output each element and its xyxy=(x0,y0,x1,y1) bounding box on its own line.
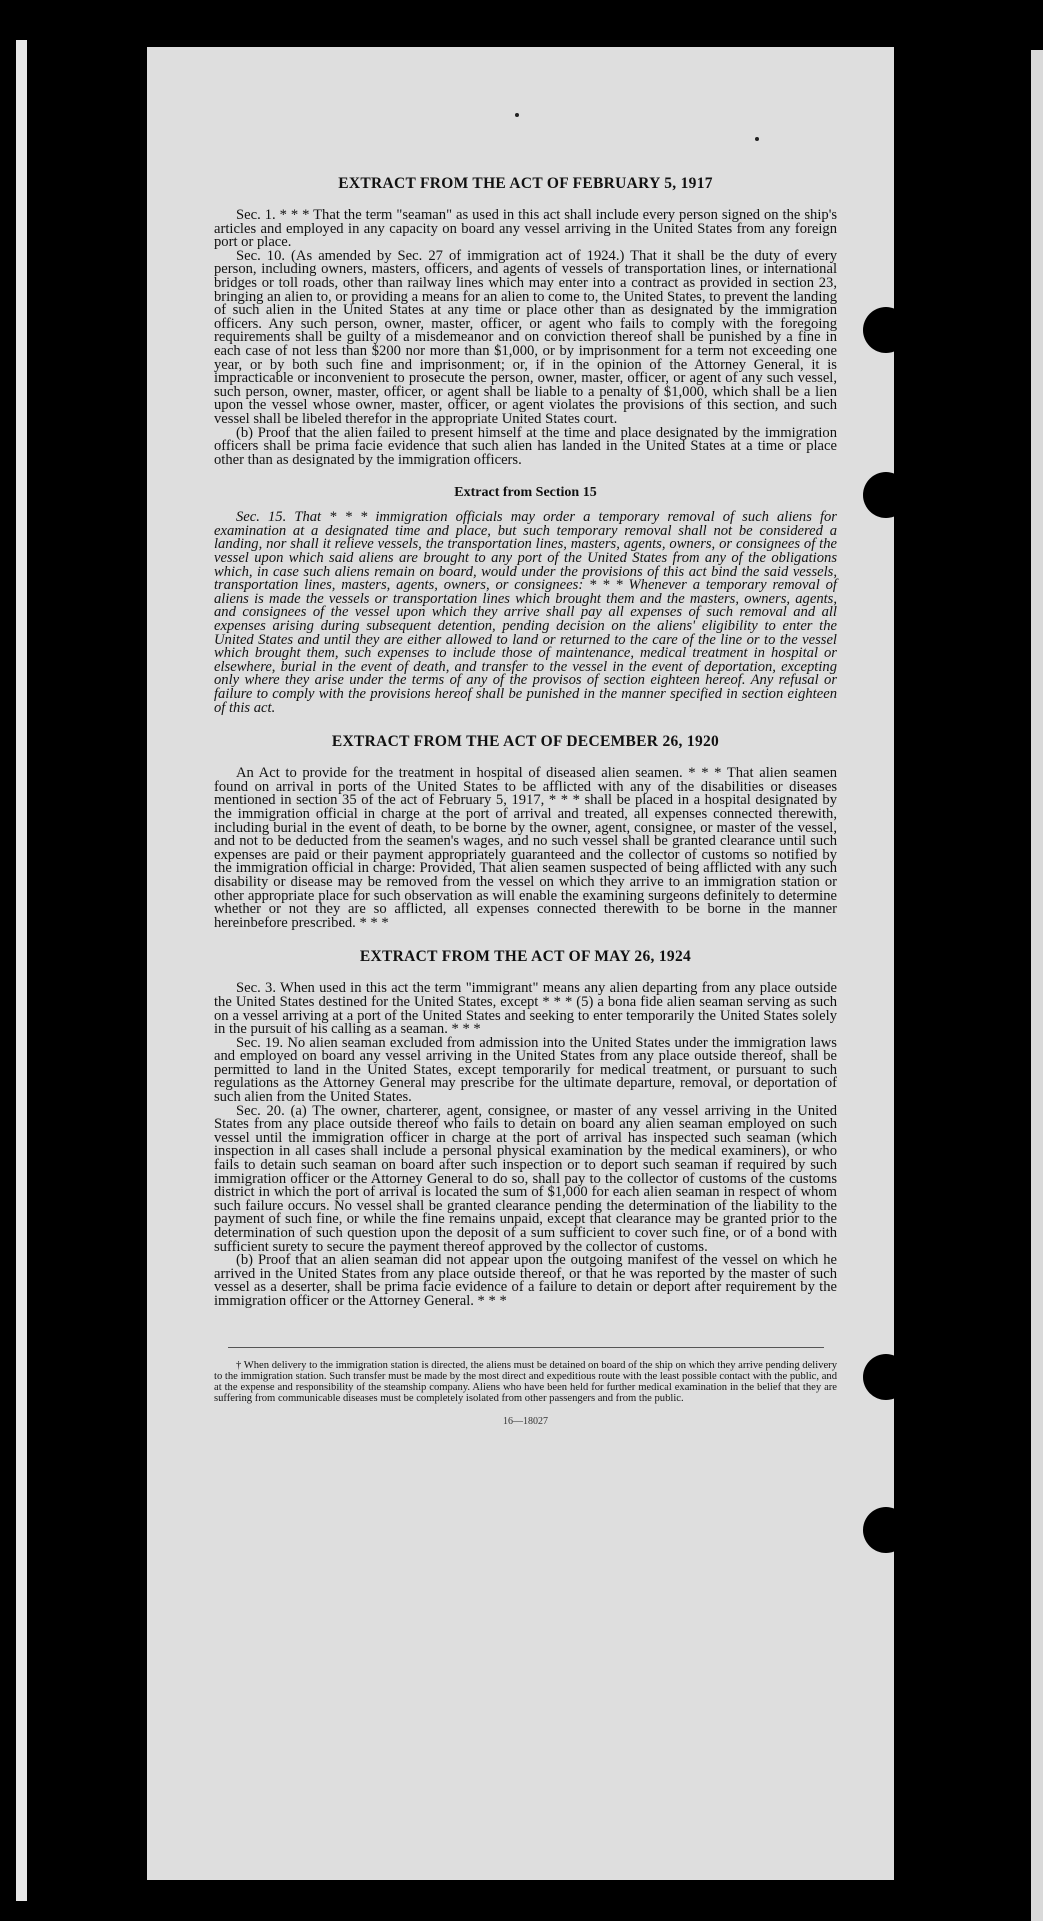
punch-hole xyxy=(863,472,909,518)
punch-hole xyxy=(863,1354,909,1400)
paragraph: Sec. 10. (As amended by Sec. 27 of immigration act of 1924.) That it shall be the duty of every person, including owners, masters, officers, and agents of vessels of transportation lines, or international bridges or toll roads, other than railway lines which may enter into a contract as provided in section 23, bringing an alien to, or providing a means for an alien to come to, the United States, to prevent the landing of such alien in the United States at any time or place other than as designated by the immigration officers. Any such person, owner, master, officer, or agent who fails to comply with the foregoing requirements shall be guilty of a misdemeanor and on conviction thereof shall be punished by a fine in each case of not less than $200 nor more than $1,000, or by imprisonment for a term not exceeding one year, or by both such fine and imprisonment; or, if in the opinion of the Attorney General, it is impracticable or inconvenient to prosecute the person, owner, master, officer, or agent of any such vessel, such person, owner, master, officer, or agent shall be liable to a penalty of $1,000, which shall be a lien upon the vessel whose owner, master, officer, or agent violates the provisions of this section, and such vessel shall be libeled therefor in the appropriate United States court. xyxy=(214,247,837,427)
paragraph: An Act to provide for the treatment in hospital of diseased alien seamen. * * * That alien seamen found on arrival in ports of the United States to be afflicted with any of the disabilities or diseases mentioned in section 35 of the act of February 5, 1917, * * * shall be placed in a hospital designated by the immigration official in charge at the port of arrival and treated, all expenses connected therewith, including burial in the event of death, to be borne by the owner, agent, consignee, or master of the vessel, and not to be deducted from the seamen's wages, and no such vessel shall be granted clearance until such expenses are paid or their payment appropriately guaranteed and the collector of customs so notified by the immigration official in charge: Provided, That alien seamen suspected of being afflicted with any such disability or disease may be removed from the vessel on which they arrive to an immigration station or other appropriate place for such observation as will enable the examining surgeons definitely to determine whether or not they are so afflicted, all expenses connected therewith to be borne in the manner hereinbefore prescribed. * * * xyxy=(214,765,837,931)
punch-hole xyxy=(863,307,909,353)
paragraph: Sec. 15. That * * * immigration officials may order a temporary removal of such aliens for examination at a designated time and place, but such temporary removal shall not be considered a landing, nor shall it relieve vessels, the transportation lines, masters, agents, owners, or consignees of the vessel upon which said aliens are brought to any port of the United States from any of the obligations which, in case such aliens remain on board, would under the provisions of this act bind the said vessels, transportation lines, masters, agents, owners, or consignees: * * * Whenever a temporary removal of aliens is made the vessels or transportation lines which brought them and the masters, owners, agents, and consignees of the vessel upon which they arrive shall pay all expenses of such removal and all expenses arising during subsequent detention, pending decision on the aliens' eligibility to enter the United States and until they are either allowed to land or returned to the care of the line or to the vessel which brought them, such expenses to include those of maintenance, medical treatment in hospital or elsewhere, burial in the event of death, and transfer to the vessel in the event of deportation, excepting only where they arise under the terms of any of the provisos of section eighteen hereof. Any refusal or failure to comply with the provisions hereof shall be punished in the manner specified in section eighteen of this act. xyxy=(214,509,837,716)
section-heading: EXTRACT FROM THE ACT OF FEBRUARY 5, 1917 xyxy=(338,175,713,192)
speck xyxy=(755,137,759,141)
footnote: † When delivery to the immigration station is directed, the aliens must be detained on board of the ship on which they arrive pending delivery to the immigration station. Such transfer must be made by the most direct and expeditious route with the least possible contact with the public, and at the expense and responsibility of the steamship company. Aliens who have been held for further medical examination in the belief that they are suffering from communicable diseases must be completely isolated from other passengers and from the public. xyxy=(214,1359,837,1404)
paragraph: Sec. 1. * * * That the term "seaman" as used in this act shall include every person signed on the ship's articles and employed in any capacity on board any vessel arriving in the United States from any foreign port or place. xyxy=(214,207,837,251)
document-page xyxy=(147,47,894,1880)
paragraph: (b) Proof that the alien failed to present himself at the time and place designated by the immigration officers shall be prima facie evidence that such alien has landed in the United States at a time or place other than as designated by the immigration officers. xyxy=(214,424,837,468)
scan-edge-left xyxy=(16,40,27,1901)
scan-edge-right xyxy=(1031,50,1043,1921)
section-dec-1920 xyxy=(214,733,837,930)
paragraph: Sec. 20. (a) The owner, charterer, agent, consignee, or master of any vessel arriving in the United States from any place outside thereof who fails to detain on board any alien seaman employed on such vessel until the immigration officer in charge at the port of arrival has inspected such seaman (which inspection in all cases shall include a personal physical examination by the medical examiners), or who fails to detain such seaman on board after such inspection or to deport such seaman if required by such immigration officer or the Attorney General to do so, shall pay to the collector of customs of the customs district in which the port of arrival is located the sum of $1,000 for each alien seaman in respect of whom such failure occurs. No vessel shall be granted clearance pending the determination of the liability to the payment of such fine, or while the fine remains unpaid, except that clearance may be granted prior to the determination of such question upon the deposit of a sum sufficient to cover such fine, or of a bond with sufficient surety to secure the payment thereof approved by the collector of customs. xyxy=(214,1102,837,1255)
section-15-extract xyxy=(214,485,837,715)
paragraph: Sec. 19. No alien seaman excluded from admission into the United States under the immigration laws and employed on board any vessel arriving in the United States from any place outside thereof, shall be permitted to land in the United States, except temporarily for medical treatment, or pursuant to such regulations as the Attorney General may prescribe for the ultimate departure, removal, or deportation of such alien from the United States. xyxy=(214,1034,837,1106)
footnote-divider xyxy=(228,1347,824,1348)
form-number: 16—18027 xyxy=(503,1415,548,1427)
section-heading: EXTRACT FROM THE ACT OF MAY 26, 1924 xyxy=(359,948,692,966)
section-heading: EXTRACT FROM THE ACT OF DECEMBER 26, 1920 xyxy=(331,733,720,751)
paragraph: Sec. 3. When used in this act the term "immigrant" means any alien departing from any place outside the United States destined for the United States, except * * * (5) a bona fide alien seaman serving as such on a vessel arriving at a port of the United States and seeking to enter temporarily the United States solely in the pursuit of his calling as a seaman. * * * xyxy=(214,980,837,1038)
section-feb-1917 xyxy=(214,175,837,467)
section-may-1924 xyxy=(214,948,837,1308)
punch-hole xyxy=(863,1507,909,1553)
section-subheading: Extract from Section 15 xyxy=(454,485,597,501)
speck xyxy=(515,113,519,117)
paragraph: (b) Proof that an alien seaman did not appear upon the outgoing manifest of the vessel on which he arrived in the United States from any place outside thereof, or that he was reported by the master of such vessel as a deserter, shall be prima facie evidence of a failure to detain or deport after requirement by the immigration officer or the Attorney General. * * * xyxy=(214,1252,837,1309)
